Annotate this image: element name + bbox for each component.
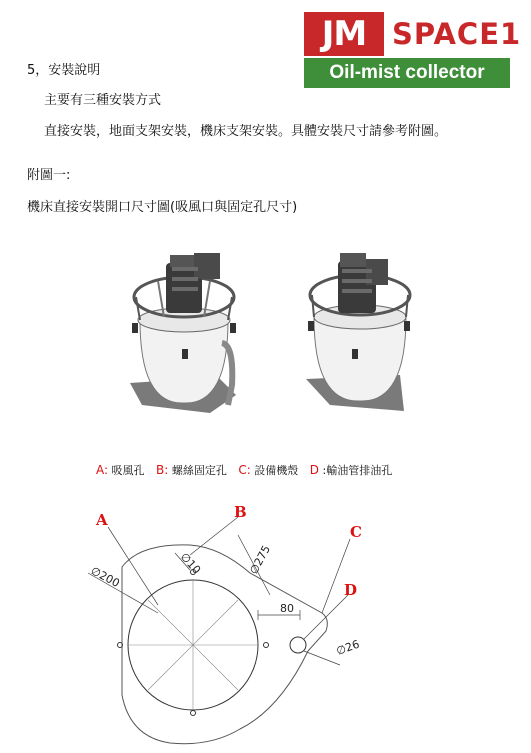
dim-diameter-200: ∅200 xyxy=(88,564,122,591)
legend-a-label: 吸風孔 xyxy=(111,464,145,477)
housing-outline xyxy=(122,545,327,744)
bolt-hole-right xyxy=(264,643,269,648)
legend-a-key: A: xyxy=(96,463,109,477)
dim-diameter-26: ∅26 xyxy=(334,637,362,658)
logo-tagline: Oil-mist collector xyxy=(304,58,510,88)
legend-c-label: 設備機殼 xyxy=(254,464,299,477)
dim-diameter-275: ∅275 xyxy=(247,543,274,577)
callout-d: D xyxy=(344,581,358,599)
mounting-dimension-drawing xyxy=(60,495,390,750)
figure-legend xyxy=(96,462,400,478)
product-photo-left xyxy=(118,245,248,417)
logo-jm-mark: JM xyxy=(304,12,384,56)
legend-d-label: :輸油管排油孔 xyxy=(322,464,393,477)
section-heading: 5，安裝說明 xyxy=(27,63,101,78)
product-photo-right xyxy=(300,245,420,417)
legend-d-key: D xyxy=(309,463,319,477)
company-logo xyxy=(304,12,522,88)
install-methods-intro: 主要有三種安裝方式 xyxy=(44,93,162,108)
bolt-hole-bottom xyxy=(191,711,196,716)
legend-b-label: 螺絲固定孔 xyxy=(171,464,227,477)
logo-brand xyxy=(304,12,522,58)
dim-diameter-10: ∅10 xyxy=(177,550,204,577)
legend-b-key: B: xyxy=(156,463,169,477)
install-methods-list: 直接安裝，地面支架安裝，機床支架安裝。具體安裝尺寸請參考附圖。 xyxy=(44,124,448,139)
callout-b: B xyxy=(234,503,247,521)
logo-space-text: SPACE1 xyxy=(392,17,522,51)
figure-label: 附圖一: xyxy=(27,168,71,183)
callout-c: C xyxy=(350,523,362,541)
legend-c-key: C: xyxy=(238,463,251,477)
figure-title: 機床直接安裝開口尺寸圖(吸風口與固定孔尺寸) xyxy=(27,200,298,215)
drain-hole xyxy=(290,637,306,653)
dim-distance-80: 80 xyxy=(280,602,294,615)
callout-a: A xyxy=(96,511,108,529)
